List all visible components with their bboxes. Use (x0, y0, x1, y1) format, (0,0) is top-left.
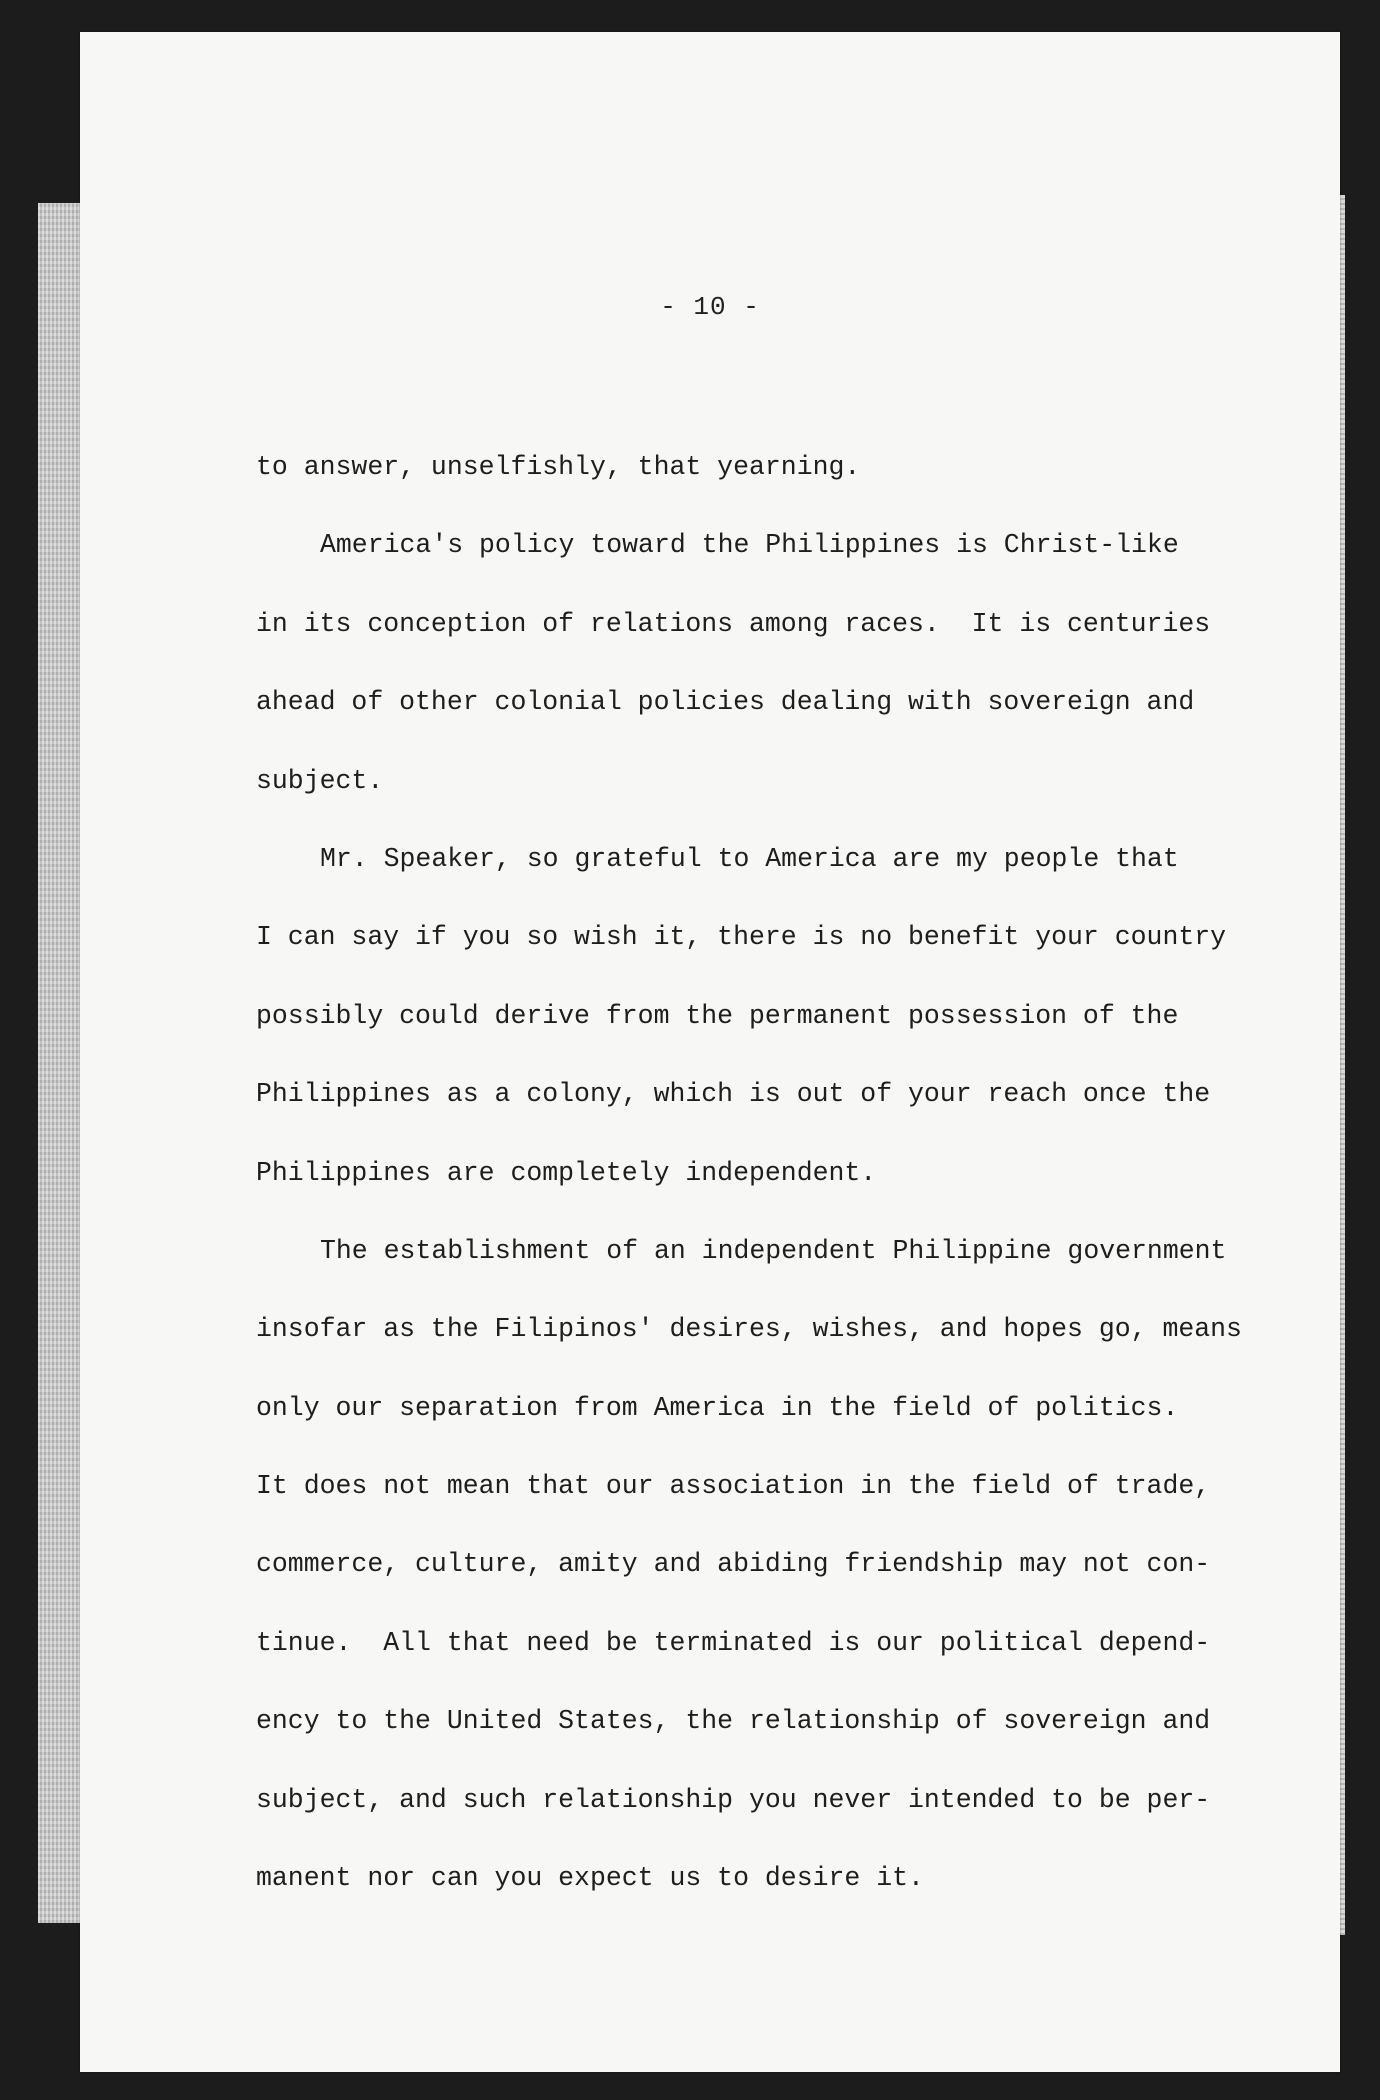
text-line: Mr. Speaker, so grateful to America are my people that (320, 843, 1179, 874)
text-line: subject. (256, 765, 384, 796)
text-line: America's policy toward the Philippines is Christ-like (320, 530, 1179, 561)
text-line: in its conception of relations among races. It is centuries (256, 608, 1211, 639)
text-line: It does not mean that our association in the field of trade, (256, 1471, 1211, 1502)
text-line: manent nor can you expect us to desire it. (256, 1863, 924, 1894)
text-line: Philippines are completely independent. (256, 1157, 877, 1188)
text-line: to answer, unselfishly, that yearning. (256, 452, 861, 482)
text-line: I can say if you so wish it, there is no benefit your country (256, 922, 1227, 953)
text-line: The establishment of an independent Philippine government (320, 1235, 1227, 1266)
text-line: tinue. All that need be terminated is our political depend- (256, 1627, 1211, 1658)
page-number: - 10 - (660, 292, 760, 322)
text-line: possibly could derive from the permanent possession of the (256, 1000, 1179, 1031)
text-line: ahead of other colonial policies dealing with sovereign and (256, 687, 1195, 718)
text-line: only our separation from America in the field of politics. (256, 1392, 1179, 1423)
body-text (256, 448, 1256, 1937)
text-line: insofar as the Filipinos' desires, wishes, and hopes go, means (256, 1314, 1242, 1345)
text-line: ency to the United States, the relationship of sovereign and (256, 1706, 1211, 1737)
text-line: commerce, culture, amity and abiding friendship may not con- (256, 1549, 1211, 1580)
text-line: subject, and such relationship you never intended to be per- (256, 1784, 1211, 1815)
text-line: Philippines as a colony, which is out of your reach once the (256, 1079, 1211, 1110)
document-page (80, 32, 1340, 2072)
